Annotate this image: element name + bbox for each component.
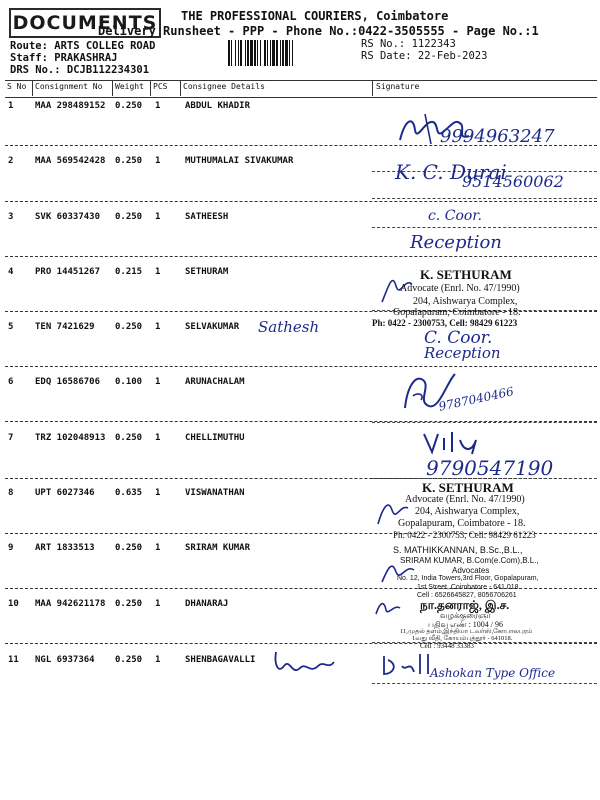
col-sno: S No (7, 82, 27, 91)
stamp-line: S. MATHIKKANNAN, B.Sc.,B.L., (393, 545, 523, 555)
col-consignment: Consignment No (35, 82, 103, 91)
stamp-line: Ph: 0422 - 2300753, Cell: 98429 61223 (372, 318, 518, 328)
stamp-line: Gopalapuram, Coimbatore - 18. (398, 518, 526, 529)
r7-phone: 9790547190 (426, 456, 554, 480)
stamp-line: Gopalapuram, Coimbatore - 18. (393, 307, 521, 318)
barcode (228, 40, 355, 66)
rs-date: RS Date: 22-Feb-2023 (361, 50, 488, 62)
r1-phone: 9994963247 (440, 126, 555, 147)
stamp-line: No. 12, India Towers,3rd Floor, Gopalapuram, (397, 575, 539, 582)
r6-phone: 9787040466 (437, 384, 515, 414)
col-signature: Signature (376, 82, 420, 91)
stamp-line: 11,முதல் தளம்,இந்தியா டவர்ஸ்,கோபாலபுரம் (400, 628, 533, 635)
stamp-line: 1வது வீதி, கோயம்புத்தூர் - 641018. (412, 635, 513, 642)
stamp-sethuram-name-2: K. SETHURAM (422, 480, 514, 495)
route-label: Route: ARTS COLLEG ROAD (10, 40, 156, 52)
col-weight: Weight (115, 82, 144, 91)
stamp-line: 1st Street, Coimbatore - 641 018. (417, 584, 521, 591)
r5-sathesh: Sathesh (258, 318, 320, 336)
r5-cc: C. Coor. (424, 328, 493, 348)
stamp-line: Advocate (Enrl. No. 47/1990) (405, 494, 525, 505)
company-title: THE PROFESSIONAL COURIERS, Coimbatore (181, 9, 449, 23)
signature-11-left (270, 646, 340, 682)
drs-number: DRS No.: DCJB112234301 (10, 64, 150, 76)
r5-reception: Reception (424, 344, 501, 362)
stamp-line: 204, Aishwarya Complex, (413, 296, 518, 307)
stamp-line: Cell : 6526645827, 8056706261 (417, 592, 517, 599)
staff-label: Staff: PRAKASHRAJ (10, 52, 118, 64)
r3-reception: Reception (410, 232, 502, 253)
signature-7 (420, 428, 500, 456)
col-pcs: PCS (153, 82, 168, 91)
stamp-line: வழக்குரைஞர் (440, 611, 491, 620)
stamp-line: பதிவு எண் : 1004 / 96 (428, 620, 504, 629)
stamp-line: 204, Aishwarya Complex, (415, 506, 520, 517)
col-consignee: Consignee Details (183, 82, 265, 91)
signature-10 (374, 598, 404, 618)
stamp-line: Cell : 93448 33383 (420, 642, 474, 650)
stamp-line: SRIRAM KUMAR, B.Com(e.Com),B.L., (400, 556, 539, 565)
documents-stamp: DOCUMENTS (9, 8, 161, 38)
r11-sign: Ashokan Type Office (430, 666, 556, 680)
stamp-line: Advocates (452, 566, 490, 575)
runsheet-subtitle: Delivery Runsheet - PPP - Phone No.:0422-3505555 - Page No.:1 (98, 24, 539, 38)
barcode-bar (293, 40, 295, 66)
r3-cc: c. Coor. (428, 208, 482, 224)
stamp-sethuram-name: K. SETHURAM (420, 267, 512, 282)
stamp-line: Advocate (Enrl. No. 47/1990) (400, 283, 520, 294)
r2-name: K. C. Durai (395, 160, 507, 184)
rs-number: RS No.: 1122343 (361, 38, 456, 50)
stamp-line: Ph: 0422 - 2300753, Cell: 98429 61223 (393, 530, 536, 540)
r2-phone: 9514560062 (462, 172, 564, 191)
stamp-line: நா.தனராஜ், இ.ச. (420, 598, 510, 612)
